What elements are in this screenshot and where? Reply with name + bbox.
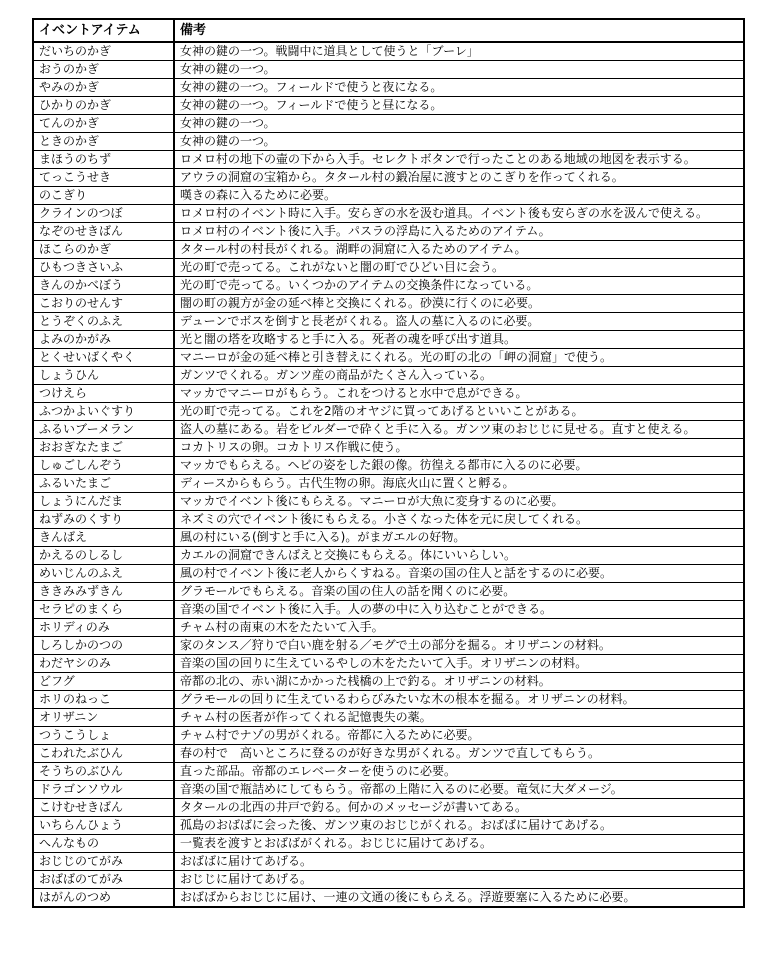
item-name-cell: てんのかぎ	[33, 115, 174, 133]
table-row	[33, 655, 744, 673]
item-name-cell: ひもつきさいふ	[33, 259, 174, 277]
item-note-cell: 帝都の北の、赤い湖にかかった桟橋の上で釣る。オリザニンの材料。	[174, 673, 744, 691]
item-note-cell: 音楽の国の回りに生えているやしの木をたたいて入手。オリザニンの材料。	[174, 655, 744, 673]
item-note-cell: ロメロ村のイベント時に入手。安らぎの水を汲む道具。イベント後も安らぎの水を汲んで使える。	[174, 205, 744, 223]
table-row	[33, 223, 744, 241]
item-name-cell: のこぎり	[33, 187, 174, 205]
item-name-cell: だいちのかぎ	[33, 42, 174, 61]
table-row	[33, 637, 744, 655]
table-row	[33, 871, 744, 889]
table-row	[33, 331, 744, 349]
table-row	[33, 457, 744, 475]
table-row	[33, 691, 744, 709]
table-row	[33, 169, 744, 187]
table-row	[33, 115, 744, 133]
item-name-cell: とくせいばくやく	[33, 349, 174, 367]
item-note-cell: チャム村でナゾの男がくれる。帝都に入るために必要。	[174, 727, 744, 745]
item-note-cell: 女神の鍵の一つ。フィールドで使うと夜になる。	[174, 79, 744, 97]
item-name-cell: オリザニン	[33, 709, 174, 727]
item-name-cell: ふるいたまご	[33, 475, 174, 493]
item-note-cell: コカトリスの卵。コカトリス作戦に使う。	[174, 439, 744, 457]
table-row	[33, 133, 744, 151]
item-name-cell: なぞのせきばん	[33, 223, 174, 241]
item-name-cell: ふるいブーメラン	[33, 421, 174, 439]
item-name-cell: しょうひん	[33, 367, 174, 385]
table-row	[33, 889, 744, 908]
table-row	[33, 403, 744, 421]
item-name-cell: こおりのせんす	[33, 295, 174, 313]
item-note-cell: デューンでボスを倒すと長老がくれる。盗人の墓に入るのに必要。	[174, 313, 744, 331]
item-note-cell: 光の町で売ってる。これがないと闇の町でひどい目に会う。	[174, 259, 744, 277]
item-note-cell: おばばからおじじに届け、一連の文通の後にもらえる。浮遊要塞に入るために必要。	[174, 889, 744, 908]
item-name-cell: つけえら	[33, 385, 174, 403]
item-name-cell: しゅごしんぞう	[33, 457, 174, 475]
item-note-cell: 女神の鍵の一つ。フィールドで使うと昼になる。	[174, 97, 744, 115]
table-row	[33, 295, 744, 313]
item-note-cell: カエルの洞窟できんばえと交換にもらえる。体にいいらしい。	[174, 547, 744, 565]
table-row	[33, 241, 744, 259]
item-note-cell: おじじに届けてあげる。	[174, 871, 744, 889]
item-name-cell: しょうにんだま	[33, 493, 174, 511]
item-note-cell: チャム村の医者が作ってくれる記憶喪失の薬。	[174, 709, 744, 727]
table-row	[33, 709, 744, 727]
item-note-cell: マニーロが金の延べ棒と引き替えにくれる。光の町の北の「岬の洞窟」で使う。	[174, 349, 744, 367]
table-row	[33, 313, 744, 331]
item-note-cell: 直った部品。帝都のエレベーターを使うのに必要。	[174, 763, 744, 781]
table-row	[33, 673, 744, 691]
table-row	[33, 547, 744, 565]
item-name-cell: ドラゴンソウル	[33, 781, 174, 799]
item-note-cell: タタール村の村長がくれる。湖畔の洞窟に入るためのアイテム。	[174, 241, 744, 259]
table-row	[33, 799, 744, 817]
item-name-cell: やみのかぎ	[33, 79, 174, 97]
item-name-cell: おばばのてがみ	[33, 871, 174, 889]
item-note-cell: タタールの北西の井戸で釣る。何かのメッセージが書いてある。	[174, 799, 744, 817]
item-name-cell: ときのかぎ	[33, 133, 174, 151]
table-row	[33, 583, 744, 601]
item-note-cell: 闇の町の親方が金の延べ棒と交換にくれる。砂漠に行くのに必要。	[174, 295, 744, 313]
table-row	[33, 61, 744, 79]
table-row	[33, 187, 744, 205]
item-name-cell: クラインのつぼ	[33, 205, 174, 223]
item-note-cell: 孤島のおばばに会った後、ガンツ東のおじじがくれる。おばばに届けてあげる。	[174, 817, 744, 835]
item-name-cell: めいじんのふえ	[33, 565, 174, 583]
table-row	[33, 493, 744, 511]
event-item-table	[32, 18, 745, 908]
item-name-cell: どフグ	[33, 673, 174, 691]
item-note-cell: チャム村の南東の木をたたいて入手。	[174, 619, 744, 637]
item-note-cell: 風の村にいる(倒すと手に入る)。がまガエルの好物。	[174, 529, 744, 547]
item-note-cell: 女神の鍵の一つ。	[174, 133, 744, 151]
item-note-cell: 音楽の国でイベント後に入手。人の夢の中に入り込むことができる。	[174, 601, 744, 619]
item-name-cell: へんなもの	[33, 835, 174, 853]
item-note-cell: 光の町で売ってる。これを2階のオヤジに買ってあげるといいことがある。	[174, 403, 744, 421]
table-row	[33, 853, 744, 871]
table-row	[33, 205, 744, 223]
item-note-cell: ロメロ村のイベント後に入手。パスラの浮島に入るためのアイテム。	[174, 223, 744, 241]
table-row	[33, 151, 744, 169]
item-name-cell: わだヤシのみ	[33, 655, 174, 673]
table-row	[33, 367, 744, 385]
item-note-cell: 一覧表を渡すとおばばがくれる。おじじに届けてあげる。	[174, 835, 744, 853]
item-name-cell: ほこらのかぎ	[33, 241, 174, 259]
item-name-cell: こわれたぶひん	[33, 745, 174, 763]
table-row	[33, 835, 744, 853]
item-name-cell: おじじのてがみ	[33, 853, 174, 871]
table-row	[33, 42, 744, 61]
item-name-cell: いちらんひょう	[33, 817, 174, 835]
item-note-cell: おばばに届けてあげる。	[174, 853, 744, 871]
item-name-cell: まほうのちず	[33, 151, 174, 169]
table-row	[33, 475, 744, 493]
item-note-cell: 春の村で 高いところに登るのが好きな男がくれる。ガンツで直してもらう。	[174, 745, 744, 763]
table-row	[33, 421, 744, 439]
item-note-cell: アウラの洞窟の宝箱から。タタール村の鍛冶屋に渡すとのこぎりを作ってくれる。	[174, 169, 744, 187]
item-name-cell: きんのかべぼう	[33, 277, 174, 295]
item-name-cell: よみのかがみ	[33, 331, 174, 349]
item-name-cell: おうのかぎ	[33, 61, 174, 79]
item-note-cell: 女神の鍵の一つ。	[174, 61, 744, 79]
table-row	[33, 277, 744, 295]
header-item-name: イベントアイテム	[33, 19, 174, 42]
item-note-cell: 家のタンス／狩りで白い鹿を射る／モグで土の部分を掘る。オリザニンの材料。	[174, 637, 744, 655]
table-row	[33, 817, 744, 835]
table-row	[33, 385, 744, 403]
table-body	[33, 42, 744, 907]
item-name-cell: しろしかのつの	[33, 637, 174, 655]
table-row	[33, 511, 744, 529]
item-note-cell: マッカでイベント後にもらえる。マニーロが大魚に変身するのに必要。	[174, 493, 744, 511]
item-name-cell: かえるのしるし	[33, 547, 174, 565]
item-name-cell: はがんのつめ	[33, 889, 174, 908]
item-note-cell: 女神の鍵の一つ。戦闘中に道具として使うと「ブーレ」	[174, 42, 744, 61]
table-row	[33, 529, 744, 547]
item-note-cell: グラモールでもらえる。音楽の国の住人の話を聞くのに必要。	[174, 583, 744, 601]
table-row	[33, 97, 744, 115]
item-note-cell: 女神の鍵の一つ。	[174, 115, 744, 133]
item-name-cell: ホリディのみ	[33, 619, 174, 637]
item-note-cell: 光と闇の塔を攻略すると手に入る。死者の魂を呼び出す道具。	[174, 331, 744, 349]
table-row	[33, 259, 744, 277]
item-note-cell: グラモールの回りに生えているわらびみたいな木の根本を掘る。オリザニンの材料。	[174, 691, 744, 709]
item-name-cell: ホリのねっこ	[33, 691, 174, 709]
item-name-cell: つうこうしょ	[33, 727, 174, 745]
item-name-cell: きんばえ	[33, 529, 174, 547]
table-header-row	[33, 19, 744, 42]
item-name-cell: そうちのぶひん	[33, 763, 174, 781]
item-note-cell: 盗人の墓にある。岩をビルダーで砕くと手に入る。ガンツ東のおじじに見せる。直すと使える。	[174, 421, 744, 439]
table-row	[33, 349, 744, 367]
table-row	[33, 745, 744, 763]
table-row	[33, 727, 744, 745]
item-note-cell: ネズミの穴でイベント後にもらえる。小さくなった体を元に戻してくれる。	[174, 511, 744, 529]
item-name-cell: ききみみずきん	[33, 583, 174, 601]
item-note-cell: マッカでもらえる。ヘビの姿をした銀の像。彷徨える都市に入るのに必要。	[174, 457, 744, 475]
item-note-cell: ディースからもらう。古代生物の卵。海底火山に置くと孵る。	[174, 475, 744, 493]
item-note-cell: 嘆きの森に入るために必要。	[174, 187, 744, 205]
item-note-cell: マッカでマニーロがもらう。これをつけると水中で息ができる。	[174, 385, 744, 403]
header-notes: 備考	[174, 19, 744, 42]
item-note-cell: 光の町で売ってる。いくつかのアイテムの交換条件になっている。	[174, 277, 744, 295]
table-row	[33, 439, 744, 457]
item-name-cell: とうぞくのふえ	[33, 313, 174, 331]
item-name-cell: ねずみのくすり	[33, 511, 174, 529]
item-name-cell: ひかりのかぎ	[33, 97, 174, 115]
item-note-cell: ロメロ村の地下の壷の下から入手。セレクトボタンで行ったことのある地域の地図を表示する。	[174, 151, 744, 169]
item-name-cell: てっこうせき	[33, 169, 174, 187]
table-row	[33, 763, 744, 781]
item-table-container	[32, 18, 745, 908]
table-row	[33, 565, 744, 583]
item-name-cell: こけむせきばん	[33, 799, 174, 817]
item-note-cell: ガンツでくれる。ガンツ産の商品がたくさん入っている。	[174, 367, 744, 385]
table-row	[33, 601, 744, 619]
table-row	[33, 79, 744, 97]
item-note-cell: 音楽の国で瓶詰めにしてもらう。帝都の上階に入るのに必要。竜気に大ダメージ。	[174, 781, 744, 799]
item-name-cell: ふつかよいぐすり	[33, 403, 174, 421]
item-name-cell: おおぎなたまご	[33, 439, 174, 457]
item-note-cell: 風の村でイベント後に老人からくすねる。音楽の国の住人と話をするのに必要。	[174, 565, 744, 583]
table-row	[33, 781, 744, 799]
table-row	[33, 619, 744, 637]
item-name-cell: セラピのまくら	[33, 601, 174, 619]
